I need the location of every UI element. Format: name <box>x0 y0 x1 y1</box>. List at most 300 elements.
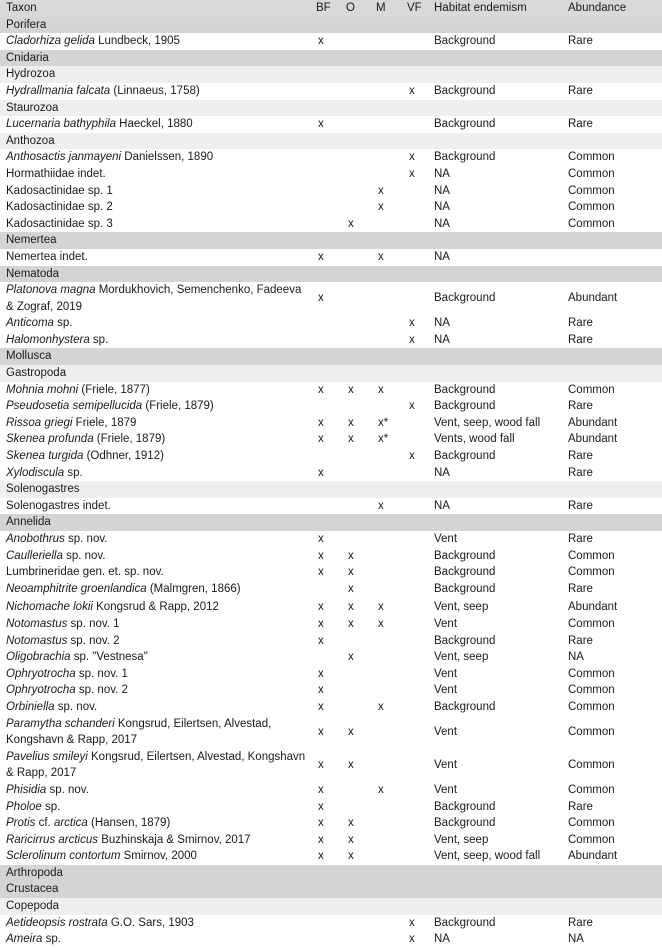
habitat-endemism-cell: NA <box>428 465 562 482</box>
habitat-endemism-cell: Background <box>428 633 562 650</box>
taxon-name-italic: Oligobrachia <box>6 651 71 664</box>
o-mark <box>340 33 370 50</box>
habitat-endemism-cell: Background <box>428 282 562 315</box>
bf-mark: x <box>310 249 340 266</box>
m-mark <box>370 149 401 166</box>
habitat-endemism-cell: Background <box>428 915 562 932</box>
vf-mark: x <box>401 315 428 332</box>
taxon-name-italic: Neoamphitrite groenlandica <box>6 582 147 595</box>
table-row <box>0 382 662 399</box>
o-mark <box>340 166 370 183</box>
empty-cell <box>310 514 340 531</box>
taxon-cell <box>0 431 310 448</box>
empty-cell <box>401 365 428 382</box>
m-mark: x* <box>370 431 401 448</box>
o-mark: x <box>340 649 370 666</box>
abundance-cell: Common <box>562 749 662 782</box>
o-mark <box>340 249 370 266</box>
abundance-cell: Abundant <box>562 597 662 616</box>
bf-mark: x <box>310 666 340 683</box>
abundance-cell: Common <box>562 832 662 849</box>
taxon-authority: (Malmgren, 1866) <box>146 582 241 595</box>
phylum-group-row <box>0 17 662 34</box>
taxon-name-italic: Rissoa griegi <box>6 416 73 429</box>
empty-cell <box>340 50 370 67</box>
vf-mark <box>401 749 428 782</box>
o-mark: x <box>340 848 370 865</box>
o-mark: x <box>340 832 370 849</box>
taxon-authority: Danielssen, 1890 <box>121 151 214 164</box>
empty-cell <box>370 514 401 531</box>
col-header-taxon: Taxon <box>0 0 310 17</box>
table-row <box>0 799 662 816</box>
taxon-authority: sp. "Vestnesa" <box>70 651 148 664</box>
taxon-authority: sp. nov. <box>64 533 108 545</box>
table-row <box>0 448 662 465</box>
taxon-name-italic: Raricirrus arcticus <box>6 833 99 846</box>
abundance-cell: Common <box>562 382 662 399</box>
phylum-group-row <box>0 514 662 531</box>
taxon-cell <box>0 564 310 581</box>
m-mark <box>370 633 401 650</box>
table-header-row <box>0 0 662 17</box>
class-label: Copepoda <box>0 898 310 915</box>
taxon-authority: Smirnov, 2000 <box>120 850 197 863</box>
empty-cell <box>428 133 562 150</box>
abundance-cell: Abundant <box>562 848 662 865</box>
m-mark <box>370 649 401 666</box>
habitat-endemism-cell: NA <box>428 199 562 216</box>
class-label: Anthozoa <box>0 133 310 150</box>
abundance-cell: Rare <box>562 531 662 548</box>
taxon-name-italic: Xylodiscula <box>6 466 65 479</box>
empty-cell <box>428 50 562 67</box>
habitat-endemism-cell: Background <box>428 548 562 565</box>
table-row <box>0 581 662 598</box>
o-mark: x <box>340 415 370 432</box>
abundance-cell: Common <box>562 166 662 183</box>
table-row <box>0 531 662 548</box>
empty-cell <box>401 266 428 283</box>
phylum-group-row <box>0 232 662 249</box>
vf-mark <box>401 33 428 50</box>
empty-cell <box>340 881 370 898</box>
vf-mark <box>401 415 428 432</box>
m-mark <box>370 448 401 465</box>
empty-cell <box>562 881 662 898</box>
vf-mark: x <box>401 448 428 465</box>
taxon-cell <box>0 448 310 465</box>
empty-cell <box>370 50 401 67</box>
taxon-authority: Lumbrineridae gen. et. sp. nov. <box>6 566 164 579</box>
empty-cell <box>562 865 662 882</box>
empty-cell <box>310 365 340 382</box>
taxon-authority: Solenogastres indet. <box>6 499 111 512</box>
table-row <box>0 216 662 233</box>
habitat-endemism-cell: Background <box>428 398 562 415</box>
habitat-endemism-cell: Vent, seep <box>428 597 562 616</box>
abundance-cell: Rare <box>562 799 662 816</box>
empty-cell <box>401 481 428 498</box>
table-row <box>0 33 662 50</box>
bf-mark: x <box>310 749 340 782</box>
abundance-cell: Rare <box>562 915 662 932</box>
o-mark <box>340 699 370 716</box>
m-mark <box>370 282 401 315</box>
taxon-name-italic: Pholoe <box>6 800 42 813</box>
taxon-cell <box>0 915 310 932</box>
taxon-cell <box>0 149 310 166</box>
bf-mark: x <box>310 431 340 448</box>
o-mark <box>340 315 370 332</box>
abundance-cell: Rare <box>562 498 662 515</box>
o-mark: x <box>340 216 370 233</box>
empty-cell <box>428 17 562 34</box>
empty-cell <box>370 17 401 34</box>
bf-mark: x <box>310 415 340 432</box>
vf-mark <box>401 199 428 216</box>
m-mark: x <box>370 183 401 200</box>
abundance-cell: Common <box>562 682 662 699</box>
taxon-authority: cf. <box>35 817 54 830</box>
taxon-authority: sp. nov. <box>46 783 89 796</box>
bf-mark <box>310 332 340 349</box>
vf-mark <box>401 581 428 598</box>
o-mark <box>340 448 370 465</box>
habitat-endemism-cell: Background <box>428 564 562 581</box>
empty-cell <box>562 514 662 531</box>
empty-cell <box>370 66 401 83</box>
habitat-endemism-cell: Background <box>428 33 562 50</box>
empty-cell <box>340 898 370 915</box>
empty-cell <box>340 481 370 498</box>
taxon-cell <box>0 315 310 332</box>
taxon-name-italic: Hydrallmania falcata <box>6 84 111 97</box>
m-mark <box>370 749 401 782</box>
empty-cell <box>310 865 340 882</box>
m-mark <box>370 915 401 932</box>
empty-cell <box>370 898 401 915</box>
table-row <box>0 666 662 683</box>
m-mark <box>370 116 401 133</box>
vf-mark <box>401 382 428 399</box>
taxon-name-italic: Caulleriella <box>6 549 63 562</box>
bf-mark: x <box>310 616 340 633</box>
o-mark: x <box>340 597 370 616</box>
bf-mark: x <box>310 564 340 581</box>
empty-cell <box>428 514 562 531</box>
empty-cell <box>340 17 370 34</box>
habitat-endemism-cell: Vent <box>428 749 562 782</box>
o-mark: x <box>340 548 370 565</box>
habitat-endemism-cell: Background <box>428 149 562 166</box>
vf-mark <box>401 682 428 699</box>
vf-mark: x <box>401 166 428 183</box>
taxon-name-italic: Platonova magna <box>6 284 96 297</box>
m-mark <box>370 682 401 699</box>
vf-mark: x <box>401 398 428 415</box>
empty-cell <box>370 100 401 117</box>
table-row <box>0 848 662 865</box>
phylum-group-row <box>0 881 662 898</box>
taxon-cell <box>0 498 310 515</box>
class-label: Solenogastres <box>0 481 310 498</box>
table-row <box>0 332 662 349</box>
table-row <box>0 616 662 633</box>
habitat-endemism-cell: Background <box>428 116 562 133</box>
m-mark <box>370 216 401 233</box>
table-row <box>0 431 662 448</box>
abundance-cell: Common <box>562 782 662 799</box>
vf-mark <box>401 782 428 799</box>
vf-mark <box>401 282 428 315</box>
phylum-label: Mollusca <box>0 348 310 365</box>
empty-cell <box>340 66 370 83</box>
vf-mark <box>401 431 428 448</box>
taxon-authority: Kongsrud, Eilertsen, Alvestad, Kongshavn & Rapp, 2017 <box>6 750 306 780</box>
empty-cell <box>428 348 562 365</box>
bf-mark: x <box>310 782 340 799</box>
taxon-cell <box>0 815 310 832</box>
taxon-cell <box>0 716 310 749</box>
o-mark <box>340 633 370 650</box>
taxon-cell <box>0 199 310 216</box>
taxon-cell <box>0 398 310 415</box>
taxon-name-italic: Pavelius smileyi <box>6 750 88 763</box>
habitat-endemism-cell: Vent <box>428 666 562 683</box>
class-group-row <box>0 66 662 83</box>
taxon-cell <box>0 848 310 865</box>
taxon-cell <box>0 633 310 650</box>
empty-cell <box>562 17 662 34</box>
bf-mark: x <box>310 832 340 849</box>
empty-cell <box>340 865 370 882</box>
abundance-cell: Rare <box>562 448 662 465</box>
class-group-row <box>0 481 662 498</box>
taxon-name-italic: arctica <box>53 817 88 830</box>
empty-cell <box>310 898 340 915</box>
table-row <box>0 249 662 266</box>
m-mark: x* <box>370 415 401 432</box>
bf-mark <box>310 149 340 166</box>
phylum-label: Porifera <box>0 17 310 34</box>
col-header-vf: VF <box>401 0 428 17</box>
table-row <box>0 149 662 166</box>
taxon-cell <box>0 216 310 233</box>
m-mark <box>370 465 401 482</box>
habitat-endemism-cell: Vent, seep, wood fall <box>428 415 562 432</box>
habitat-endemism-cell: NA <box>428 216 562 233</box>
vf-mark: x <box>401 149 428 166</box>
bf-mark: x <box>310 633 340 650</box>
empty-cell <box>562 66 662 83</box>
taxon-name-italic: Sclerolinum contortum <box>6 850 121 863</box>
empty-cell <box>562 232 662 249</box>
habitat-endemism-cell: Background <box>428 382 562 399</box>
o-mark <box>340 799 370 816</box>
taxon-cell <box>0 531 310 548</box>
o-mark <box>340 199 370 216</box>
habitat-endemism-cell: Vent, seep <box>428 649 562 666</box>
taxon-cell <box>0 832 310 849</box>
empty-cell <box>370 232 401 249</box>
o-mark <box>340 531 370 548</box>
phylum-label: Nemertea <box>0 232 310 249</box>
taxon-authority: G.O. Sars, 1903 <box>107 916 194 929</box>
taxon-name-italic: Phisidia <box>6 783 47 796</box>
empty-cell <box>428 266 562 283</box>
taxon-name-italic: Notomastus <box>6 617 68 630</box>
o-mark <box>340 398 370 415</box>
vf-mark <box>401 498 428 515</box>
taxon-authority: Nemertea indet. <box>6 250 88 263</box>
taxon-authority: sp. <box>41 800 61 813</box>
taxon-cell <box>0 83 310 100</box>
habitat-endemism-cell: Vent <box>428 782 562 799</box>
taxon-cell <box>0 332 310 349</box>
bf-mark <box>310 931 340 948</box>
empty-cell <box>370 348 401 365</box>
table-row <box>0 498 662 515</box>
col-header-bf: BF <box>310 0 340 17</box>
o-mark: x <box>340 581 370 598</box>
taxon-name-italic: Orbiniella <box>6 700 55 713</box>
table-row <box>0 315 662 332</box>
phylum-label: Annelida <box>0 514 310 531</box>
taxon-cell <box>0 548 310 565</box>
phylum-label: Crustacea <box>0 881 310 898</box>
table-row <box>0 116 662 133</box>
taxon-authority: Kongsrud, Eilertsen, Alvestad, Kongshavn & Rapp, 2017 <box>6 717 272 747</box>
taxon-authority: sp. <box>42 933 61 946</box>
empty-cell <box>340 100 370 117</box>
taxon-authority: Kadosactinidae sp. 1 <box>6 184 113 197</box>
table-row <box>0 83 662 100</box>
taxon-authority: sp. <box>89 333 109 346</box>
empty-cell <box>401 881 428 898</box>
col-header-abundance: Abundance <box>562 0 662 17</box>
phylum-group-row <box>0 348 662 365</box>
phylum-label: Arthropoda <box>0 865 310 882</box>
abundance-cell: Common <box>562 815 662 832</box>
habitat-endemism-cell: NA <box>428 183 562 200</box>
taxon-cell <box>0 597 310 616</box>
o-mark <box>340 915 370 932</box>
m-mark <box>370 548 401 565</box>
vf-mark <box>401 249 428 266</box>
col-header-habitat: Habitat endemism <box>428 0 562 17</box>
empty-cell <box>340 348 370 365</box>
empty-cell <box>401 100 428 117</box>
table-row <box>0 716 662 749</box>
bf-mark: x <box>310 815 340 832</box>
o-mark <box>340 83 370 100</box>
taxon-cell <box>0 166 310 183</box>
habitat-endemism-cell: NA <box>428 249 562 266</box>
m-mark: x <box>370 382 401 399</box>
empty-cell <box>370 881 401 898</box>
o-mark <box>340 183 370 200</box>
empty-cell <box>401 514 428 531</box>
taxon-cell <box>0 682 310 699</box>
empty-cell <box>310 881 340 898</box>
o-mark <box>340 498 370 515</box>
habitat-endemism-cell: Vent, seep <box>428 832 562 849</box>
vf-mark <box>401 699 428 716</box>
taxon-cell <box>0 782 310 799</box>
taxon-authority: sp. nov. 2 <box>67 634 120 647</box>
class-group-row <box>0 898 662 915</box>
taxon-name-italic: Anobothrus <box>6 533 65 545</box>
empty-cell <box>401 50 428 67</box>
bf-mark: x <box>310 699 340 716</box>
empty-cell <box>562 898 662 915</box>
vf-mark: x <box>401 931 428 948</box>
taxon-authority: sp. nov. 1 <box>75 667 128 680</box>
class-group-row <box>0 133 662 150</box>
empty-cell <box>310 100 340 117</box>
m-mark <box>370 848 401 865</box>
m-mark <box>370 33 401 50</box>
table-row <box>0 282 662 315</box>
table-row <box>0 465 662 482</box>
m-mark <box>370 166 401 183</box>
vf-mark <box>401 716 428 749</box>
o-mark: x <box>340 616 370 633</box>
m-mark <box>370 83 401 100</box>
empty-cell <box>310 266 340 283</box>
empty-cell <box>401 898 428 915</box>
taxon-authority: Haeckel, 1880 <box>115 118 193 131</box>
empty-cell <box>401 348 428 365</box>
bf-mark: x <box>310 282 340 315</box>
habitat-endemism-cell: Background <box>428 799 562 816</box>
habitat-endemism-cell: Background <box>428 815 562 832</box>
bf-mark <box>310 915 340 932</box>
vf-mark <box>401 815 428 832</box>
o-mark <box>340 149 370 166</box>
abundance-cell: Rare <box>562 398 662 415</box>
habitat-endemism-cell: Background <box>428 448 562 465</box>
empty-cell <box>428 365 562 382</box>
m-mark <box>370 716 401 749</box>
phylum-group-row <box>0 266 662 283</box>
taxon-cell <box>0 666 310 683</box>
bf-mark <box>310 448 340 465</box>
o-mark <box>340 782 370 799</box>
taxon-cell <box>0 931 310 948</box>
empty-cell <box>310 133 340 150</box>
m-mark: x <box>370 597 401 616</box>
vf-mark <box>401 116 428 133</box>
vf-mark <box>401 548 428 565</box>
m-mark <box>370 531 401 548</box>
m-mark <box>370 332 401 349</box>
table-row <box>0 548 662 565</box>
abundance-cell: Common <box>562 564 662 581</box>
col-header-m: M <box>370 0 401 17</box>
phylum-label: Nematoda <box>0 266 310 283</box>
bf-mark: x <box>310 548 340 565</box>
empty-cell <box>370 365 401 382</box>
empty-cell <box>401 17 428 34</box>
empty-cell <box>310 348 340 365</box>
taxon-authority: Kongsrud & Rapp, 2012 <box>92 601 219 614</box>
taxon-cell <box>0 282 310 315</box>
taxon-authority: sp. nov. 1 <box>67 617 120 630</box>
habitat-endemism-cell: Vent <box>428 531 562 548</box>
bf-mark: x <box>310 531 340 548</box>
